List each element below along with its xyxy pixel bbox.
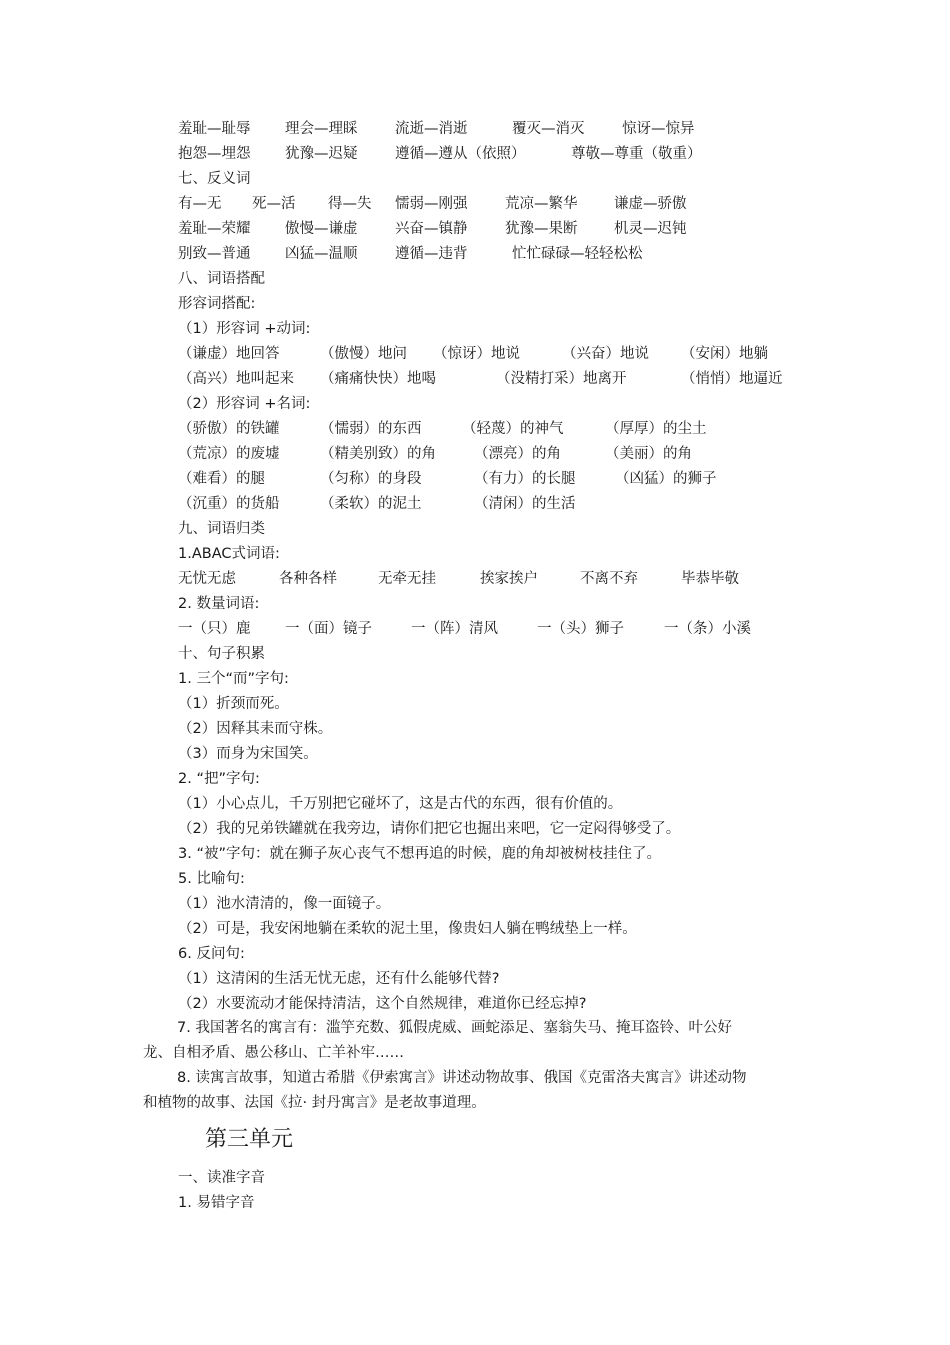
text-item: 傲慢—谦虚 — [285, 221, 358, 237]
text-item: （没精打采）地离开 — [496, 371, 627, 387]
text-item: 各种各样 — [279, 571, 337, 587]
text-item: 死—活 — [252, 196, 296, 212]
unit-title: 第三单元 — [205, 1127, 294, 1152]
text-item: （有力）的长腿 — [474, 471, 576, 487]
text-item: 1. 三个“而”字句: — [178, 671, 289, 687]
text-item: 十、句子积累 — [178, 646, 265, 662]
text-item: （凶猛）的狮子 — [615, 471, 717, 487]
text-item: （1）折颈而死。 — [178, 696, 289, 712]
text-item: （悄悄）地逼近 — [681, 371, 783, 387]
text-item: （清闲）的生活 — [474, 496, 576, 512]
text-item: （2）可是，我安闲地躺在柔软的泥土里，像贵妇人躺在鸭绒垫上一样。 — [178, 921, 637, 937]
text-item: 荒凉—繁华 — [505, 196, 578, 212]
text-item: （痛痛快快）地喝 — [320, 371, 436, 387]
text-item: 七、反义词 — [178, 171, 251, 187]
text-item: 有—无 — [178, 196, 222, 212]
text-item: 八、词语搭配 — [178, 271, 265, 287]
text-item: 挨家挨户 — [480, 571, 538, 587]
text-item: 羞耻—耻辱 — [178, 121, 251, 137]
text-item: （漂亮）的角 — [474, 446, 561, 462]
text-item: 流逝—消逝 — [395, 121, 468, 137]
text-item: 犹豫—果断 — [505, 221, 578, 237]
text-item: （2）形容词 +名词: — [178, 396, 311, 412]
text-item: 一（头）狮子 — [537, 621, 624, 637]
text-item: 3. “被”字句：就在狮子灰心丧气不想再追的时候，鹿的角却被树枝挂住了。 — [178, 846, 661, 862]
text-item: 遵循—遵从（依照） — [395, 146, 526, 162]
text-item: 无牵无挂 — [378, 571, 436, 587]
text-item: （骄傲）的铁罐 — [178, 421, 280, 437]
text-item: （兴奋）地说 — [562, 346, 649, 362]
subsection-heading: 1. 易错字音 — [178, 1195, 255, 1211]
text-item: （傲慢）地问 — [320, 346, 407, 362]
text-item: （美丽）的角 — [605, 446, 692, 462]
text-item: 一（条）小溪 — [664, 621, 751, 637]
text-item: （1）这清闲的生活无忧无虑，还有什么能够代替? — [178, 971, 500, 987]
text-item: 理会—理睬 — [285, 121, 358, 137]
section-heading: 一、读准字音 — [178, 1170, 265, 1186]
text-item: 2. “把”字句: — [178, 771, 260, 787]
text-item: （轻蔑）的神气 — [462, 421, 564, 437]
text-item: 无忧无虑 — [178, 571, 236, 587]
text-item: （懦弱）的东西 — [320, 421, 422, 437]
text-item: 忙忙碌碌—轻轻松松 — [512, 246, 643, 262]
text-item: 尊敬—尊重（敬重） — [571, 146, 702, 162]
text-item: （荒凉）的废墟 — [178, 446, 280, 462]
text-item: 一（面）镜子 — [285, 621, 372, 637]
text-item: （难看）的腿 — [178, 471, 265, 487]
text-item: （惊讶）地说 — [433, 346, 520, 362]
text-item: 6. 反问句: — [178, 946, 245, 962]
text-item: （高兴）地叫起来 — [178, 371, 294, 387]
text-item: （1）形容词 +动词: — [178, 321, 311, 337]
text-item: 遵循—违背 — [395, 246, 468, 262]
text-item: 机灵—迟钝 — [614, 221, 687, 237]
text-item: 2. 数量词语: — [178, 596, 260, 612]
text-item: 1.ABAC式词语: — [178, 546, 280, 562]
text-item: 5. 比喻句: — [178, 871, 245, 887]
text-item: （2）我的兄弟铁罐就在我旁边，请你们把它也掘出来吧，它一定闷得够受了。 — [178, 821, 681, 837]
text-item: 得—失 — [328, 196, 372, 212]
text-item: 别致—普通 — [178, 246, 251, 262]
text-item: （谦虚）地回答 — [178, 346, 280, 362]
paragraph-fable-books-text: 8. 读寓言故事，知道古希腊《伊索寓言》讲述动物故事、俄国《克雷洛夫寓言》讲述动物和植物的故事、法国《拉· 封丹寓言》是老故事道理。 — [143, 1070, 747, 1111]
text-item: 覆灭—消灭 — [512, 121, 585, 137]
text-item: （安闲）地躺 — [681, 346, 768, 362]
text-item: （沉重）的货船 — [178, 496, 280, 512]
text-item: （精美别致）的角 — [320, 446, 436, 462]
paragraph-fables-text: 7. 我国著名的寓言有：滥竽充数、狐假虎威、画蛇添足、塞翁失马、掩耳盗铃、叶公好龙、自相矛盾、愚公移山、亡羊补牢…… — [143, 1020, 732, 1061]
text-item: 惊讶—惊异 — [622, 121, 695, 137]
text-item: 懦弱—刚强 — [395, 196, 468, 212]
text-item: （匀称）的身段 — [320, 471, 422, 487]
text-item: 九、词语归类 — [178, 521, 265, 537]
text-item: 形容词搭配: — [178, 296, 256, 312]
text-item: 不离不弃 — [580, 571, 638, 587]
text-item: 羞耻—荣耀 — [178, 221, 251, 237]
text-item: （1）小心点儿，千万别把它碰坏了，这是古代的东西，很有价值的。 — [178, 796, 623, 812]
text-item: 谦虚—骄傲 — [614, 196, 687, 212]
text-item: 凶猛—温顺 — [285, 246, 358, 262]
paragraph-fable-books — [143, 1066, 753, 1116]
text-item: 一（只）鹿 — [178, 621, 251, 637]
text-item: （柔软）的泥土 — [320, 496, 422, 512]
text-item: （1）池水清清的，像一面镜子。 — [178, 896, 391, 912]
text-item: （3）而身为宋国笑。 — [178, 746, 318, 762]
text-item: （2）水要流动才能保持清洁，这个自然规律，难道你已经忘掉? — [178, 996, 587, 1012]
text-item: 兴奋—镇静 — [395, 221, 468, 237]
text-item: 犹豫—迟疑 — [285, 146, 358, 162]
text-item: 抱怨—埋怨 — [178, 146, 251, 162]
text-item: （2）因释其耒而守株。 — [178, 721, 333, 737]
text-item: 一（阵）清风 — [411, 621, 498, 637]
paragraph-fables — [143, 1016, 753, 1066]
text-item: （厚厚）的尘土 — [605, 421, 707, 437]
text-item: 毕恭毕敬 — [681, 571, 739, 587]
